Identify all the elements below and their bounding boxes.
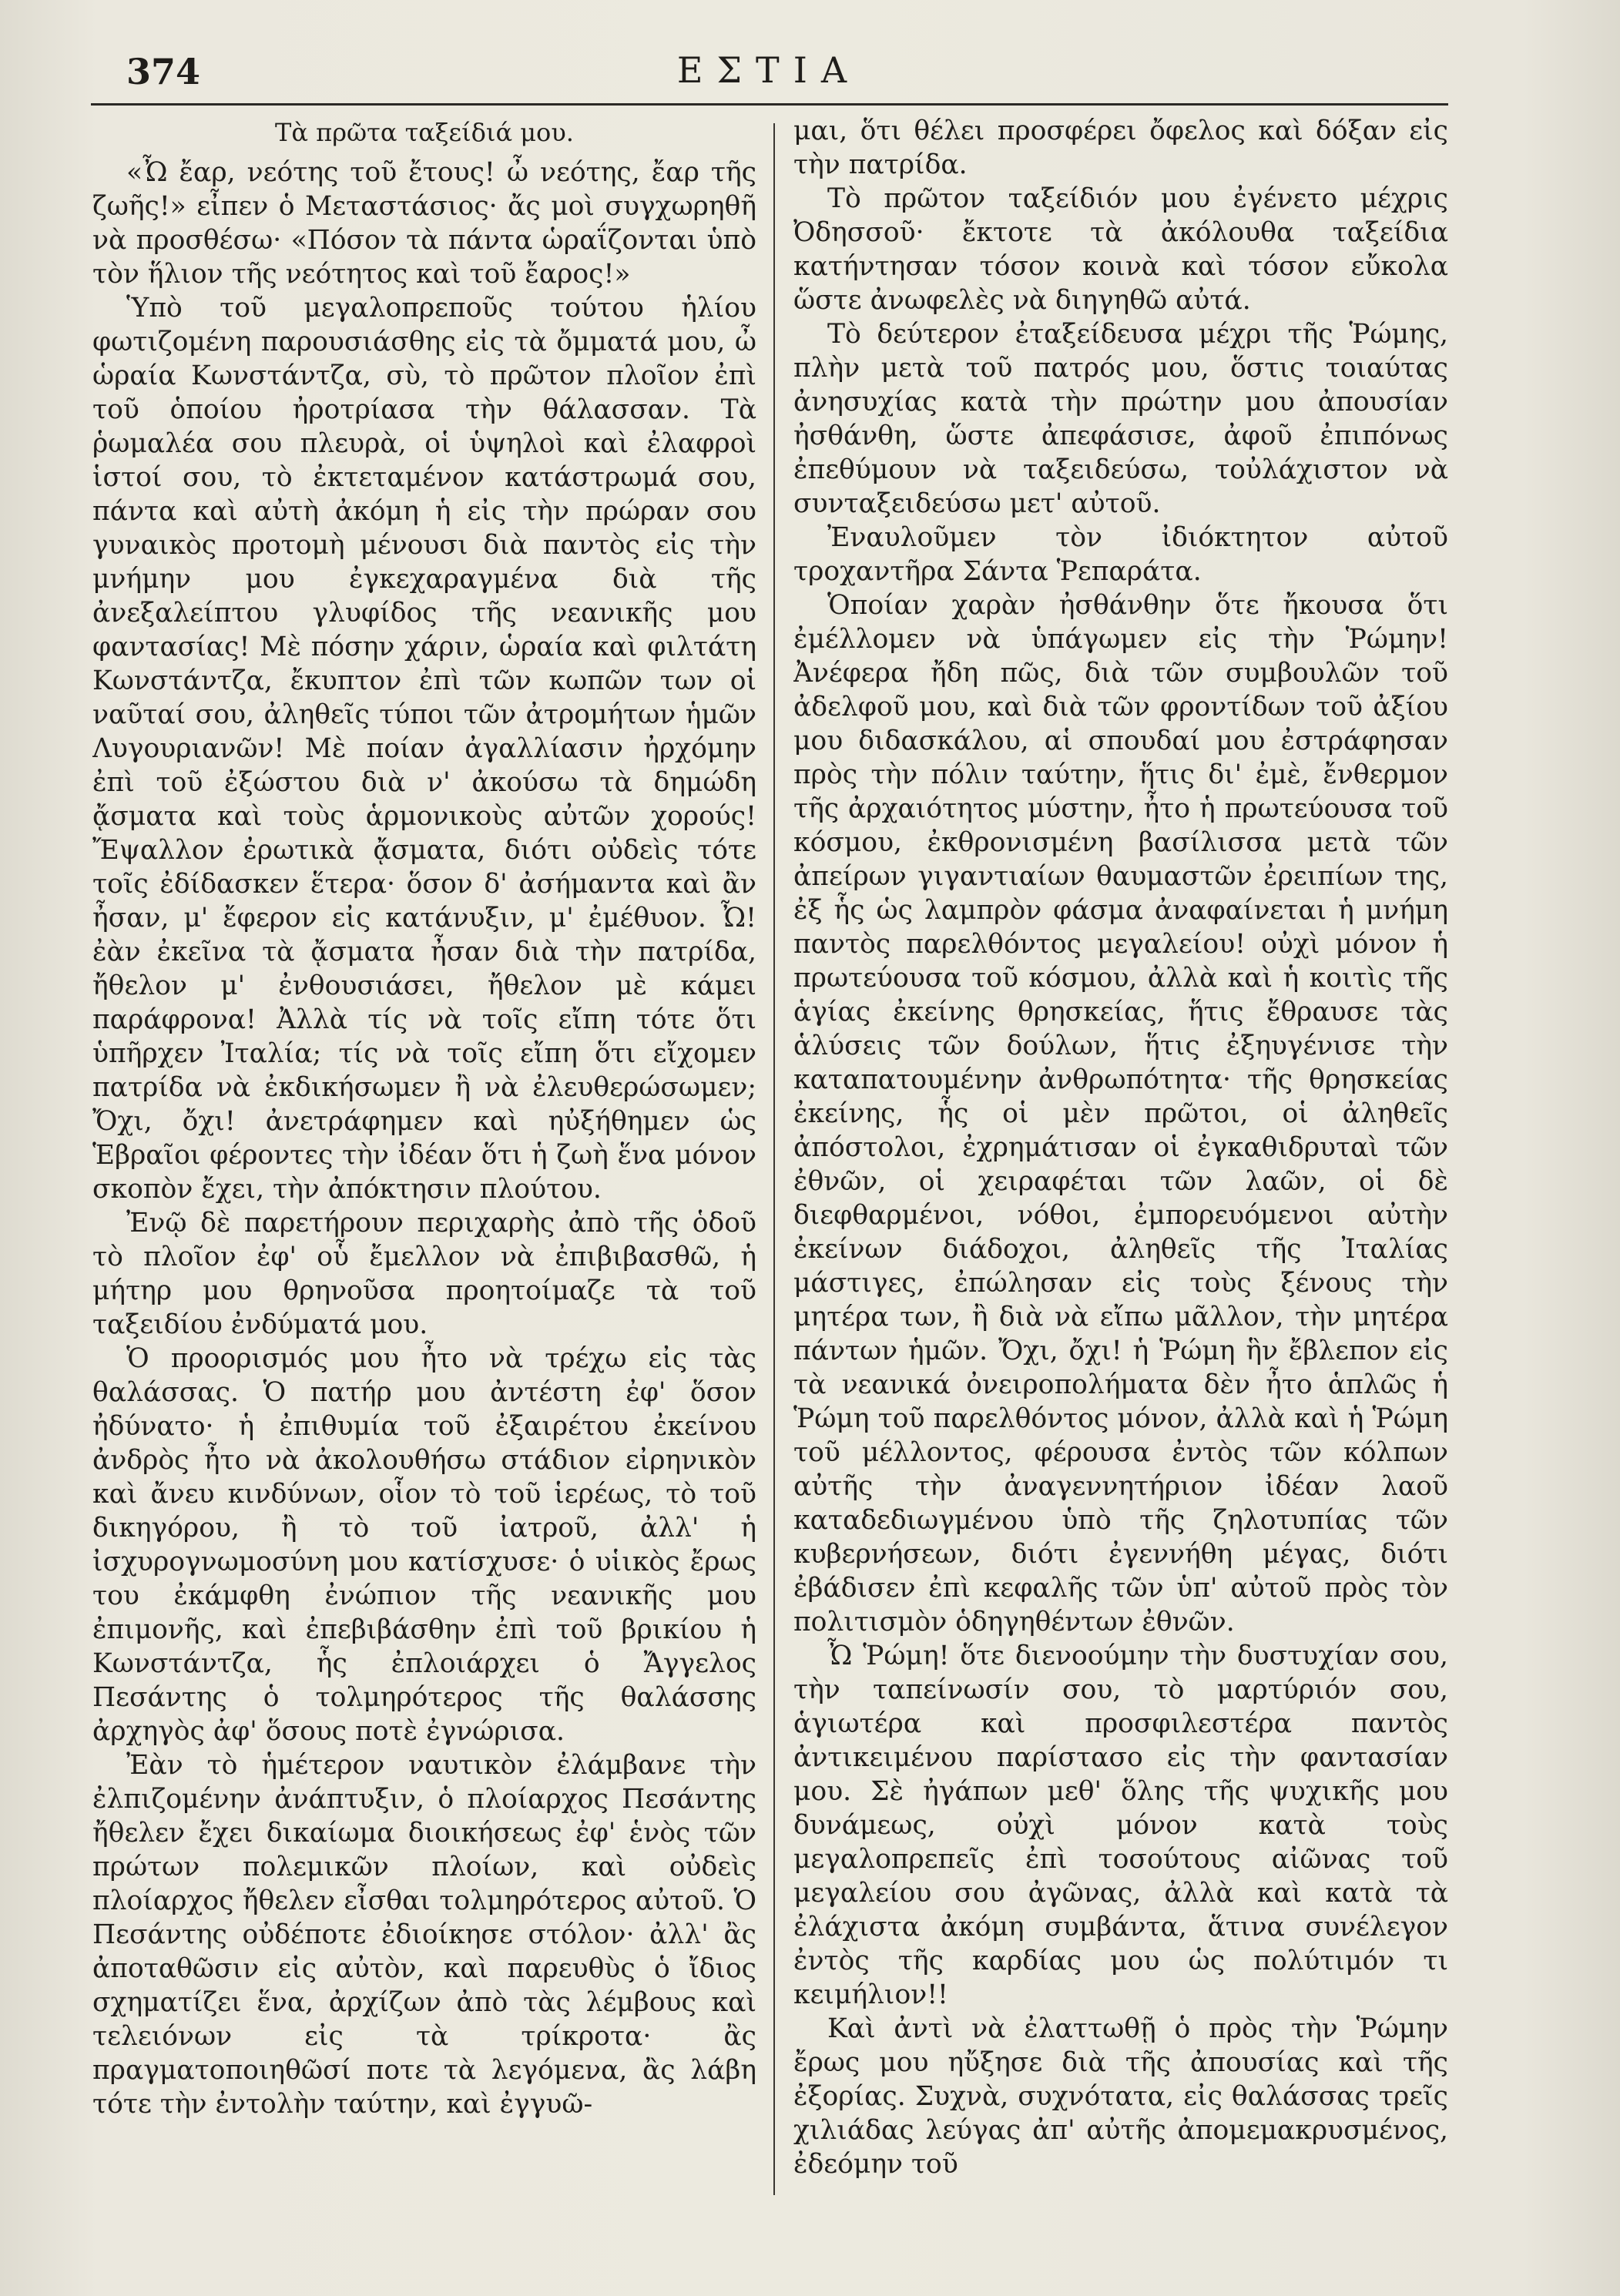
paragraph: Ὑπὸ τοῦ μεγαλοπρεποῦς τούτου ἡλίου φωτιζομένη παρουσιάσθης εἰς τὰ ὄμματά μου, ὦ ὡραία Κωνστάντζα, σὺ, τὸ πρῶτον πλοῖον ἐπὶ τοῦ ὁποίου ἠροτρίασα τὴν θάλασσαν. Τὰ ῥωμαλέα σου πλευρὰ, οἱ ὑψηλοὶ καὶ ἐλαφροὶ ἱστοί σου, τὸ ἐκτεταμένον κατάστρωμά σου, πάντα καὶ αὐτὴ ἀκόμη ἡ εἰς τὴν πρώραν σου γυναικὸς προτομὴ μένουσι διὰ παντὸς εἰς τὴν μνήμην μου ἐγκεχαραγμένα διὰ τῆς ἀνεξαλείπτου γλυφίδος τῆς νεανικῆς μου φαντασίας! Μὲ πόσην χάριν, ὡραία καὶ φιλτάτη Κωνστάντζα, ἔκυπτον ἐπὶ τῶν κωπῶν των οἱ ναῦταί σου, ἀληθεῖς τύποι τῶν ἀτρομήτων ἡμῶν Λυγουριανῶν! Μὲ ποίαν ἀγαλλίασιν ἠρχόμην ἐπὶ τοῦ ἐξώστου διὰ ν' ἀκούσω τὰ δημώδη ᾄσματα καὶ τοὺς ἁρμονικοὺς αὐτῶν χορούς! Ἔψαλλον ἐρωτικὰ ᾄσματα, διότι οὐδεὶς τότε τοῖς ἐδίδασκεν ἕτερα· ὅσον δ' ἀσήμαντα καὶ ἂν ἦσαν, μ' ἔφερον εἰς κατάνυξιν, μ' ἐμέθυον. Ὦ! ἐὰν ἐκεῖνα τὰ ᾄσματα ἦσαν διὰ τὴν πατρίδα, ἤθελον μ' ἐνθουσιάσει, ἤθελον μὲ κάμει παράφρονα! Ἀλλὰ τίς νὰ τοῖς εἴπη τότε ὅτι ὑπῆρχεν Ἰταλία; τίς νὰ τοῖς εἴπη ὅτι εἴχομεν πατρίδα νὰ ἐκδικήσωμεν ἢ νὰ ἐλευθερώσωμεν; Ὄχι, ὄχι! ἀνετράφημεν καὶ ηὐξήθημεν ὡς Ἑβραῖοι φέροντες τὴν ἰδέαν ὅτι ἡ ζωὴ ἕνα μόνον σκοπὸν ἔχει, τὴν ἀπόκτησιν πλούτου. [92,293,756,1205]
page-number: 374 [126,51,201,92]
paragraph: Ἐναυλοῦμεν τὸν ἰδιόκτητον αὐτοῦ τροχαντῆρα Σάντα Ῥεπαράτα. [793,522,1448,587]
paragraph: Καὶ ἀντὶ νὰ ἐλαττωθῇ ὁ πρὸς τὴν Ῥώμην ἔρως μου ηὔξησε διὰ τῆς ἀπουσίας καὶ τῆς ἐξορίας. Συχνὰ, συχνότατα, εἰς θαλάσσας τρεῖς χιλιάδας λεύγας ἀπ' αὐτῆς ἀπομεμακρυσμένος, ἐδεόμην τοῦ [793,2013,1448,2180]
column-divider [773,123,775,2195]
paragraph: Ὦ Ῥώμη! ὅτε διενοούμην τὴν δυστυχίαν σου, τὴν ταπείνωσίν σου, τὸ μαρτύριόν σου, ἁγιωτέρα καὶ προσφιλεστέρα παντὸς ἀντικειμένου παρίστασο εἰς τὴν φαντασίαν μου. Σὲ ἠγάπων μεθ' ὅλης τῆς ψυχικῆς μου δυνάμεως, οὐχὶ μόνον κατὰ τοὺς μεγαλοπρεπεῖς ἐπὶ τοσούτους αἰῶνας τοῦ μεγαλείου σου ἀγῶνας, ἀλλὰ καὶ κατὰ τὰ ἐλάχιστα ἀκόμη συμβάντα, ἅτινα συνέλεγον ἐντὸς τῆς καρδίας μου ὡς πολύτιμόν τι κειμήλιον!! [793,1641,1448,2010]
paragraph: Τὸ δεύτερον ἐταξείδευσα μέχρι τῆς Ῥώμης, πλὴν μετὰ τοῦ πατρός μου, ὅστις τοιαύτας ἀνησυχίας κατὰ τὴν πρώτην μου ἀπουσίαν ἠσθάνθη, ὥστε ἀπεφάσισε, ἀφοῦ ἐπιπόνως ἐπεθύμουν νὰ ταξειδεύσω, τοὐλάχιστον νὰ συνταξειδεύσω μετ' αὐτοῦ. [793,319,1448,519]
paragraph: Ἐὰν τὸ ἡμέτερον ναυτικὸν ἐλάμβανε τὴν ἐλπιζομένην ἀνάπτυξιν, ὁ πλοίαρχος Πεσάντης ἤθελεν ἔχει δικαίωμα διοικήσεως ἐφ' ἑνὸς τῶν πρώτων πολεμικῶν πλοίων, καὶ οὐδεὶς πλοίαρχος ἤθελεν εἶσθαι τολμηρότερος αὐτοῦ. Ὁ Πεσάντης οὐδέποτε ἐδιοίκησε στόλον· ἀλλ' ἂς ἀποταθῶσιν εἰς αὐτὸν, καὶ παρευθὺς ὁ ἴδιος σχηματίζει ἕνα, ἀρχίζων ἀπὸ τὰς λέμβους καὶ τελειόνων εἰς τὰ τρίκροτα· ἂς πραγματοποιηθῶσί ποτε τὰ λεγόμενα, ἂς λάβη τότε τὴν ἐντολὴν ταύτην, καὶ ἐγγυῶ- [92,1750,756,2120]
article-title: Τὰ πρῶτα ταξείδιά μου. [275,118,574,147]
paragraph: «Ὦ ἔαρ, νεότης τοῦ ἔτους! ὦ νεότης, ἔαρ τῆς ζωῆς!» εἶπεν ὁ Μεταστάσιος· ἄς μοὶ συγχωρηθῆ νὰ προσθέσω· «Πόσον τὰ πάντα ὡραΐζονται ὑπὸ τὸν ἥλιον τῆς νεότητος καὶ τοῦ ἔαρος!» [92,157,756,290]
running-title: ΕΣΤΙΑ [676,49,861,91]
paragraph: Ἐνῷ δὲ παρετήρουν περιχαρὴς ἀπὸ τῆς ὁδοῦ τὸ πλοῖον ἐφ' οὗ ἔμελλον νὰ ἐπιβιβασθῶ, ἡ μήτηρ μου θρηνοῦσα προητοίμαζε τὰ τοῦ ταξειδίου ἐνδύματά μου. [92,1208,756,1340]
paragraph: μαι, ὅτι θέλει προσφέρει ὄφελος καὶ δόξαν εἰς τὴν πατρίδα. [793,116,1448,180]
left-column [92,114,756,2194]
paragraph: Ὁποίαν χαρὰν ἠσθάνθην ὅτε ἤκουσα ὅτι ἐμέλλομεν νὰ ὑπάγωμεν εἰς τὴν Ῥώμην! Ἀνέφερα ἤδη πῶς, διὰ τῶν συμβουλῶν τοῦ ἀδελφοῦ μου, καὶ διὰ τῶν φροντίδων τοῦ ἀξίου μου διδασκάλου, αἱ σπουδαί μου ἐστράφησαν πρὸς τὴν πόλιν ταύτην, ἥτις δι' ἐμὲ, ἔνθερμον τῆς ἀρχαιότητος μύστην, ἦτο ἡ πρωτεύουσα τοῦ κόσμου, ἐκθρονισμένη βασίλισσα μετὰ τῶν ἀπείρων γιγαντιαίων θαυμαστῶν ἐρειπίων της, ἐξ ἧς ὡς λαμπρὸν φάσμα ἀναφαίνεται ἡ μνήμη παντὸς παρελθόντος μεγαλείου! οὐχὶ μόνον ἡ πρωτεύουσα τοῦ κόσμου, ἀλλὰ καὶ ἡ κοιτὶς τῆς ἁγίας ἐκείνης θρησκείας, ἥτις ἔθραυσε τὰς ἁλύσεις τῶν δούλων, ἥτις ἐξηυγένισε τὴν καταπατουμένην ἀνθρωπότητα· τῆς θρησκείας ἐκείνης, ἧς οἱ μὲν πρῶτοι, οἱ ἀληθεῖς ἀπόστολοι, ἐχρημάτισαν οἱ ἐγκαθιδρυταὶ τῶν ἐθνῶν, οἱ χειραφέται τῶν λαῶν, οἱ δὲ διεφθαρμένοι, νόθοι, ἐμπορευόμενοι αὐτὴν ἐκείνων διάδοχοι, ἀληθεῖς τῆς Ἰταλίας μάστιγες, ἐπώλησαν εἰς τοὺς ξένους τὴν μητέρα των, ἢ διὰ νὰ εἴπω μᾶλλον, τὴν μητέρα πάντων ἡμῶν. Ὄχι, ὄχι! ἡ Ῥώμη ἣν ἔβλεπον εἰς τὰ νεανικά ὀνειροπολήματα δὲν ἦτο ἁπλῶς ἡ Ῥώμη τοῦ παρελθόντος μόνον, ἀλλὰ καὶ ἡ Ῥώμη τοῦ μέλλοντος, φέρουσα ἐντὸς τῶν κόλπων αὐτῆς τὴν ἀναγεννητήριον ἰδέαν λαοῦ καταδεδιωγμένου ὑπὸ τῆς ζηλοτυπίας τῶν κυβερνήσεων, διότι ἐγεννήθη μέγας, διότι ἐβάδισεν ἐπὶ κεφαλῆς τῶν ὑπ' αὐτοῦ πρὸς τὸν πολιτισμὸν ὁδηγηθέντων ἐθνῶν. [793,590,1448,1637]
paragraph: Ὁ προορισμός μου ἦτο νὰ τρέχω εἰς τὰς θαλάσσας. Ὁ πατήρ μου ἀντέστη ἐφ' ὅσον ἠδύνατο· ἡ ἐπιθυμία τοῦ ἐξαιρέτου ἐκείνου ἀνδρὸς ἦτο νὰ ἀκολουθήσω στάδιον εἰρηνικὸν καὶ ἄνευ κινδύνων, οἷον τὸ τοῦ ἱερέως, τὸ τοῦ δικηγόρου, ἢ τὸ τοῦ ἰατροῦ, ἀλλ' ἡ ἰσχυρογνωμοσύνη μου κατίσχυσε· ὁ υἱικὸς ἔρως του ἐκάμφθη ἐνώπιον τῆς νεανικῆς μου ἐπιμονῆς, καὶ ἐπεβιβάσθην ἐπὶ τοῦ βρικίου ἡ Κωνστάντζα, ἧς ἐπλοιάρχει ὁ Ἄγγελος Πεσάντης ὁ τολμηρότερος τῆς θαλάσσης ἀρχηγὸς ἀφ' ὅσους ποτὲ ἐγνώρισα. [92,1343,756,1747]
paragraph: Τὸ πρῶτον ταξείδιόν μου ἐγένετο μέχρις Ὀδησσοῦ· ἔκτοτε τὰ ἀκόλουθα ταξείδια κατήντησαν τόσον κοινὰ καὶ τόσον εὔκολα ὥστε ἀνωφελὲς νὰ διηγηθῶ αὐτά. [793,183,1448,316]
right-column [793,114,1448,2194]
header-rule [91,103,1448,106]
